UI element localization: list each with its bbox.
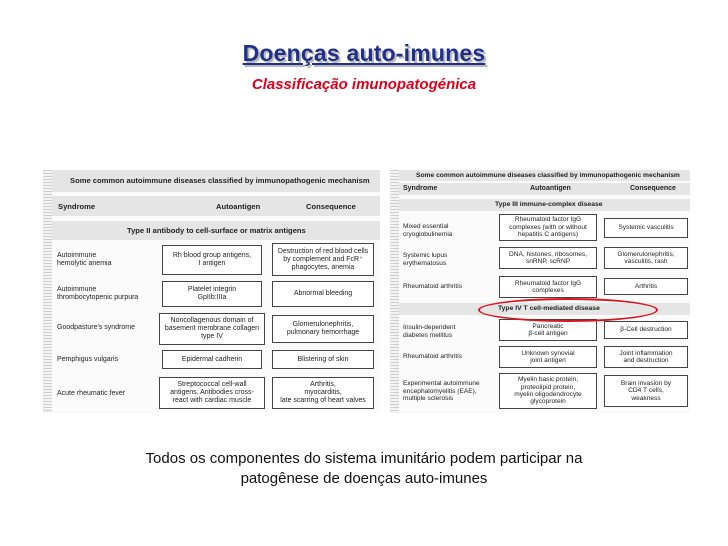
- right-table: [390, 170, 690, 413]
- right-r6-antigen: [499, 373, 597, 409]
- text-line: Pemphigus vulgaris: [57, 356, 119, 363]
- left-row5-syndrome: [57, 390, 125, 398]
- text-line: erythematosus: [403, 259, 447, 267]
- right-r3-syndrome: [403, 283, 462, 291]
- right-r1-consequence: [604, 218, 688, 238]
- text-line: Platelet integrin: [187, 286, 237, 293]
- left-table-stripe: [43, 170, 52, 413]
- text-line: β-cell antigen: [528, 330, 568, 337]
- text-line: Acute rheumatic fever: [57, 390, 126, 397]
- left-row1-syndrome: [57, 252, 111, 268]
- left-row2-antigen: [162, 281, 262, 307]
- text-line: thrombocytopenic purpura: [57, 294, 139, 302]
- text-line: cryoglobulinemia: [403, 230, 453, 238]
- left-table: [43, 170, 380, 413]
- text-line: I antigen: [198, 260, 226, 267]
- text-line: Rheumatoid arthritis: [403, 353, 463, 360]
- right-r6-syndrome: [403, 380, 480, 403]
- left-row5-consequence: [272, 377, 374, 409]
- right-r3-consequence: [604, 278, 688, 295]
- left-col-syndrome: Syndrome: [58, 202, 96, 211]
- text-line: proteolipid protein,: [520, 383, 576, 391]
- text-line: weakness: [631, 394, 661, 402]
- right-r5-consequence: [604, 346, 688, 368]
- text-line: DNA, histones, ribosomes,: [508, 250, 588, 258]
- text-line: myocarditis,: [304, 389, 342, 396]
- text-line: and destruction: [623, 357, 669, 364]
- text-line: Autoimmune: [57, 252, 97, 259]
- text-line: Autoimmune: [57, 286, 97, 293]
- right-r5-antigen: [499, 346, 597, 368]
- text-line: Myelin basic protein,: [517, 376, 579, 384]
- text-line: Pancreatic: [532, 322, 564, 330]
- right-col-syndrome: Syndrome: [403, 185, 438, 192]
- text-line: glycoprotein: [530, 398, 566, 406]
- text-line: Unknown synovial: [521, 349, 575, 357]
- left-row1-antigen: [162, 245, 262, 275]
- text-line: Arthritis: [634, 282, 658, 290]
- text-line: basement membrane collagen: [164, 325, 260, 332]
- text-line: antigens. Antibodies cross-: [170, 389, 254, 396]
- text-line: Mixed essential: [403, 223, 449, 230]
- footer-line-1: Todos os componentes do sistema imunitário podem participar na: [145, 450, 583, 467]
- text-line: phagocytes, anemia: [291, 263, 355, 271]
- text-line: Blistering of skin: [297, 355, 349, 363]
- text-line: Noncollagenous domain of: [170, 317, 254, 324]
- text-line: multiple sclerosis: [403, 395, 454, 403]
- text-line: pulmonary hemorrhage: [286, 329, 360, 336]
- right-col-consequence: Consequence: [630, 185, 676, 192]
- text-line: Joint inflammation: [619, 349, 673, 357]
- right-table-stripe: [390, 170, 399, 413]
- text-line: react with cardiac muscle: [172, 397, 252, 404]
- left-col-consequence: Consequence: [306, 202, 356, 211]
- right-r2-syndrome: [403, 252, 447, 267]
- text-line: vasculitis, rash: [624, 258, 668, 265]
- right-r3-antigen: [499, 276, 597, 298]
- text-line: Systemic vasculitis: [618, 224, 674, 231]
- left-row1-consequence: [272, 243, 374, 276]
- text-line: late scarring of heart valves: [280, 397, 366, 404]
- text-line: Arthritis,: [310, 381, 336, 388]
- left-section-label: Type II antibody to cell-surface or matrix antigens: [127, 226, 306, 235]
- right-r4-consequence: [604, 321, 688, 339]
- right-r6-consequence: [604, 375, 688, 407]
- text-line: Destruction of red blood cells: [277, 247, 369, 255]
- text-line: CD4 T cells,: [628, 387, 664, 395]
- text-line: Rheumatoid factor IgG: [514, 216, 582, 224]
- text-line: Insulin-dependent: [403, 324, 456, 331]
- text-line: encephalomyelitis (EAE),: [403, 387, 477, 395]
- text-line: Rh blood group antigens,: [172, 252, 252, 259]
- page-subtitle: Classificação imunopatogénica: [251, 76, 477, 93]
- footer-line-2: patogênese de doenças auto-imunes: [240, 470, 488, 487]
- right-col-autoantigen: Autoantigen: [530, 185, 571, 192]
- footer-text: [0, 449, 728, 489]
- left-row4-consequence: [272, 350, 374, 369]
- left-row2-consequence: [272, 281, 374, 307]
- text-line: hemolytic anemia: [57, 260, 112, 268]
- text-line: Goodpasture's syndrome: [57, 324, 135, 331]
- text-line: Rheumatoid arthritis: [403, 283, 463, 290]
- text-line: complexes: [532, 287, 564, 294]
- text-line: hepatitis C antigens): [517, 231, 579, 239]
- text-line: Glomerulonephritis,: [617, 250, 675, 258]
- text-line: Rheumatoid factor IgG: [514, 279, 582, 287]
- text-line: Experimental autoimmune: [403, 380, 480, 387]
- left-caption: Some common autoimmune diseases classified by immunopathogenic mechanism: [70, 176, 370, 185]
- left-row3-antigen: [159, 313, 265, 345]
- right-caption: Some common autoimmune diseases classified by immunopathogenic mechanism: [416, 172, 680, 179]
- left-row3-consequence: [272, 315, 374, 343]
- left-row4-antigen: [162, 350, 262, 369]
- right-section4-label: Type IV T cell-mediated disease: [498, 305, 600, 312]
- text-line: Glomerulonephritis,: [292, 321, 354, 328]
- left-row3-syndrome: [57, 324, 135, 332]
- text-line: joint antigen: [530, 357, 566, 364]
- right-r4-syndrome: [403, 324, 455, 339]
- text-line: type IV: [201, 333, 223, 340]
- text-line: Abnormal bleeding: [293, 290, 353, 297]
- left-row5-antigen: [159, 377, 265, 409]
- text-line: snRNP, scRNP: [525, 258, 571, 265]
- text-line: Brain invasion by: [620, 379, 672, 387]
- text-line: GpIIb:IIIa: [197, 294, 227, 301]
- left-col-autoantigen: Autoantigen: [216, 202, 261, 211]
- left-row2-syndrome: [57, 286, 138, 302]
- right-r1-antigen: [499, 214, 597, 241]
- text-line: β-Cell destruction: [620, 326, 672, 333]
- right-r1-syndrome: [403, 223, 452, 238]
- highlight-ring: [478, 298, 658, 322]
- text-line: Streptococcal cell-wall: [177, 381, 247, 388]
- text-line: diabetes mellitus: [403, 331, 453, 339]
- page-title: Doenças auto-imunes: [242, 40, 486, 66]
- right-r2-antigen: [499, 247, 597, 269]
- right-r5-syndrome: [403, 353, 462, 361]
- right-r2-consequence: [604, 247, 688, 269]
- right-r4-antigen: [499, 319, 597, 341]
- left-row4-syndrome: [57, 356, 118, 364]
- text-line: Epidermal cadherin: [181, 355, 243, 363]
- text-line: complexes (with or without: [509, 223, 587, 231]
- right-section3-label: Type III immune-complex disease: [495, 201, 603, 208]
- text-line: Systemic lupus: [403, 252, 448, 259]
- text-line: myelin oligodendrocyte: [514, 391, 582, 398]
- text-line: by complement and FcR⁺: [283, 255, 363, 263]
